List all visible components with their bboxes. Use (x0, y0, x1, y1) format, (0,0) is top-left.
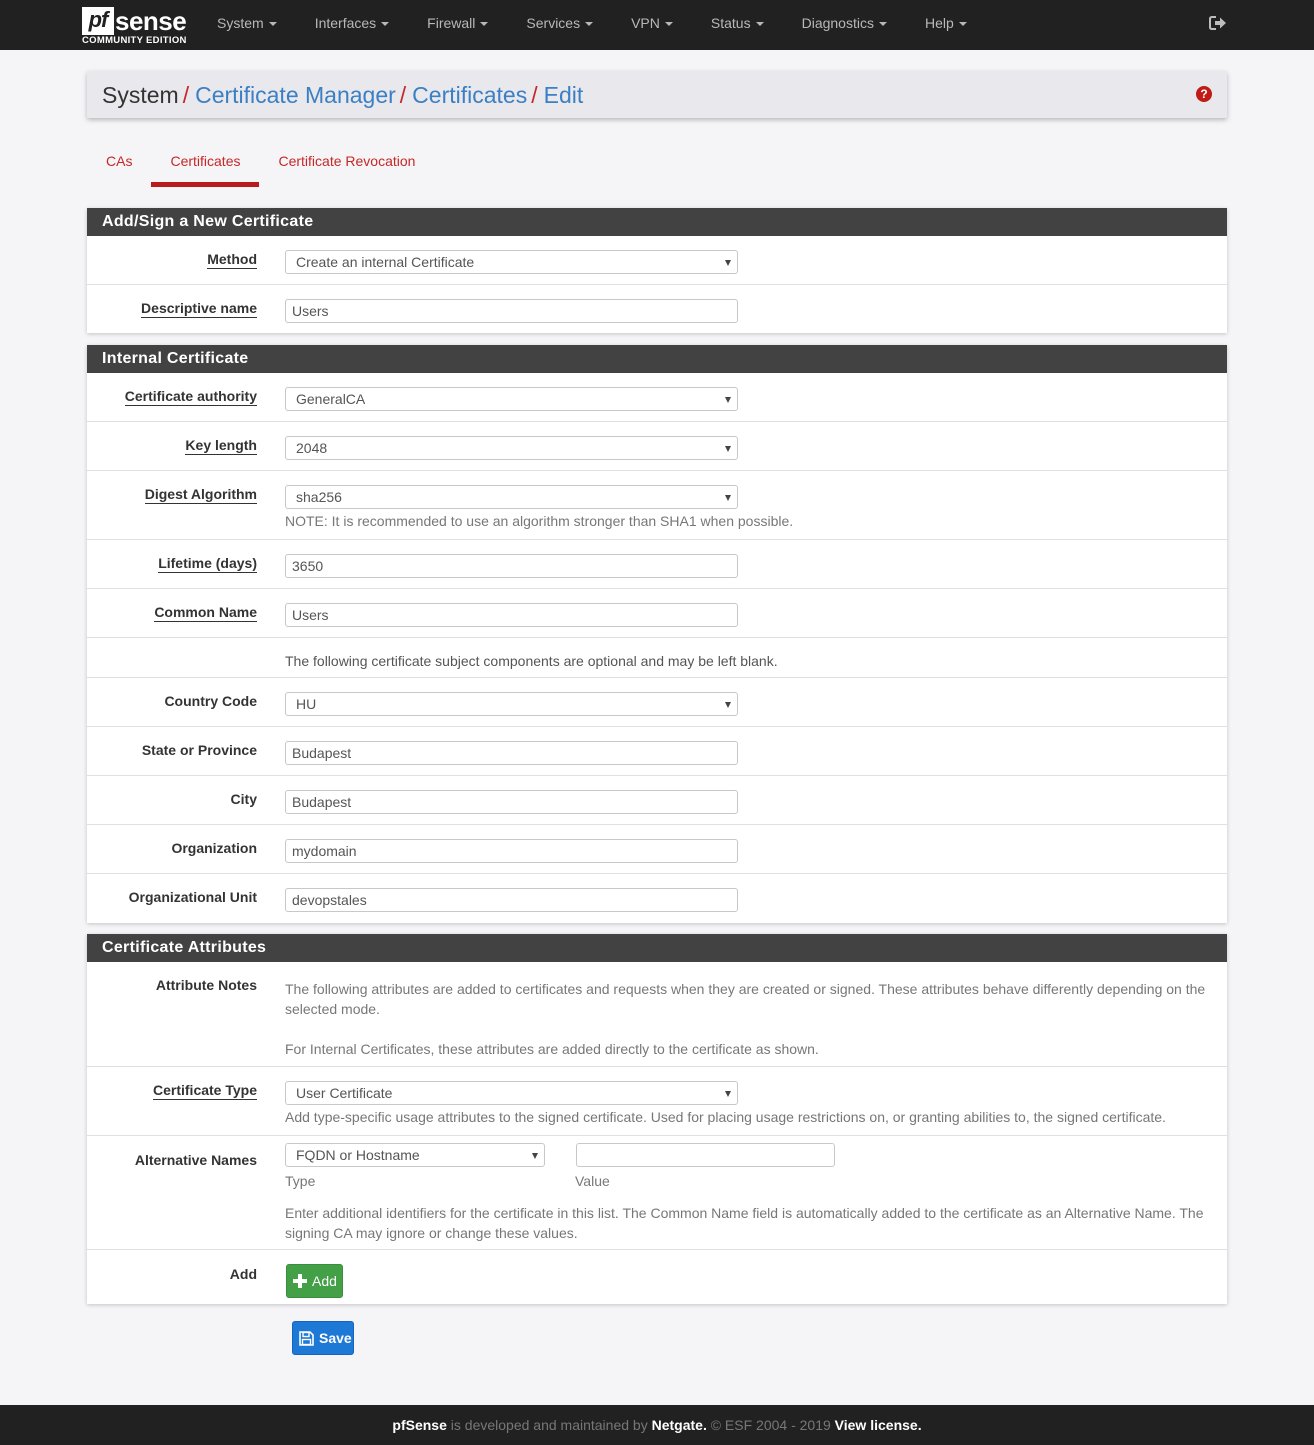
alt-name-type-select[interactable] (285, 1143, 545, 1167)
caret-down-icon (269, 22, 277, 26)
main-menu (205, 0, 979, 50)
view-license-link[interactable]: View license. (834, 1417, 922, 1433)
footer (0, 1405, 1314, 1445)
menu-label: Help (924, 15, 954, 31)
ca-label: Certificate authority (124, 388, 257, 404)
ca-row (87, 373, 1227, 422)
top-navbar (0, 0, 1314, 50)
breadcrumb-system: System (102, 82, 179, 108)
certificate-type-help: Add type-specific usage attributes to the signed certificate. Used for placing usage restrictions on, or granting abilities to, the signed certificate. (285, 1109, 1166, 1125)
menu-label: Interfaces (314, 15, 377, 31)
country-label: Country Code (164, 693, 257, 709)
add-row (87, 1250, 1227, 1304)
section-heading: Internal Certificate (87, 345, 1227, 373)
menu-label: VPN (631, 15, 660, 31)
tab-cas[interactable]: CAs (106, 153, 133, 169)
menu-firewall[interactable] (401, 0, 500, 50)
common-name-row (87, 589, 1227, 638)
dropdown-arrow-icon (725, 260, 731, 266)
breadcrumb-certificate-manager[interactable]: Certificate Manager (195, 82, 396, 108)
caret-down-icon (381, 22, 389, 26)
common-name-input[interactable]: Users (285, 603, 738, 627)
logo-mark: pf (82, 7, 114, 35)
caret-down-icon (480, 22, 488, 26)
common-name-label: Common Name (154, 604, 257, 620)
select-value: GeneralCA (296, 391, 366, 407)
method-select[interactable] (285, 250, 738, 274)
city-row (87, 776, 1227, 825)
menu-status[interactable] (685, 0, 776, 50)
button-label: Add (312, 1273, 337, 1289)
key-length-row (87, 422, 1227, 471)
plus-icon (293, 1274, 307, 1288)
select-value: 2048 (296, 440, 328, 456)
menu-system[interactable] (205, 0, 289, 50)
breadcrumb-separator: / (182, 82, 190, 108)
add-label: Add (229, 1266, 257, 1282)
dropdown-arrow-icon (725, 1091, 731, 1097)
select-value: Create an internal Certificate (296, 254, 475, 270)
caret-down-icon (879, 22, 887, 26)
alternative-names-row (87, 1136, 1227, 1250)
attribute-notes-paragraph: For Internal Certificates, these attributes are added directly to the certificate as shown. (285, 1041, 819, 1057)
alt-name-value-input[interactable] (576, 1143, 835, 1167)
digest-row (87, 471, 1227, 540)
ca-select[interactable] (285, 387, 738, 411)
menu-label: Status (710, 15, 751, 31)
menu-interfaces[interactable] (289, 0, 401, 50)
select-value: sha256 (296, 489, 342, 505)
tab-certificate-revocation[interactable]: Certificate Revocation (278, 153, 416, 169)
logo-edition: COMMUNITY EDITION (82, 35, 187, 46)
caret-down-icon (756, 22, 764, 26)
internal-certificate-panel (87, 345, 1227, 923)
digest-label: Digest Algorithm (144, 486, 257, 502)
dropdown-arrow-icon (725, 446, 731, 452)
organization-label: Organization (171, 840, 257, 856)
footer-netgate-link[interactable]: Netgate. (651, 1417, 707, 1433)
organization-row (87, 825, 1227, 874)
lifetime-input[interactable]: 3650 (285, 554, 738, 578)
descriptive-name-row (87, 285, 1227, 333)
caret-down-icon (959, 22, 967, 26)
optional-note: The following certificate subject components are optional and may be left blank. (285, 653, 778, 669)
descriptive-name-label: Descriptive name (141, 300, 257, 316)
footer-brand: pfSense (392, 1417, 447, 1433)
pfsense-logo[interactable] (82, 5, 192, 47)
menu-services[interactable] (500, 0, 605, 50)
caret-down-icon (585, 22, 593, 26)
logout-icon[interactable] (1209, 15, 1227, 31)
key-length-label: Key length (185, 437, 257, 453)
footer-text: is developed and maintained by (446, 1417, 652, 1433)
section-heading: Certificate Attributes (87, 934, 1227, 962)
method-label: Method (207, 251, 257, 267)
attribute-notes-paragraph: The following attributes are added to certificates and requests when they are created or signed. These attributes behave differently depending on the selected mode. (285, 981, 1206, 1017)
breadcrumb-separator: / (531, 82, 538, 108)
menu-diagnostics[interactable] (776, 0, 899, 50)
certificate-type-select[interactable] (285, 1081, 738, 1105)
floppy-disk-icon (299, 1331, 314, 1346)
footer-copyright: © ESF 2004 - 2019 (706, 1417, 835, 1433)
breadcrumb-edit[interactable]: Edit (543, 82, 584, 108)
organization-input[interactable]: mydomain (285, 839, 738, 863)
breadcrumb-certificates[interactable]: Certificates (412, 82, 528, 108)
select-value: User Certificate (296, 1085, 393, 1101)
caret-down-icon (665, 22, 673, 26)
select-value: FQDN or Hostname (296, 1147, 420, 1163)
digest-select[interactable] (285, 485, 738, 509)
menu-label: Diagnostics (801, 15, 874, 31)
attribute-notes-row (87, 962, 1227, 1067)
button-label: Save (319, 1330, 352, 1346)
save-button[interactable] (292, 1321, 354, 1355)
add-sign-panel (87, 208, 1227, 333)
type-caption: Type (285, 1173, 316, 1189)
tab-bar (87, 140, 434, 187)
optional-note-row (87, 638, 1227, 678)
add-button[interactable] (286, 1264, 343, 1298)
city-label: City (230, 791, 257, 807)
dropdown-arrow-icon (725, 702, 731, 708)
attribute-notes-text (285, 979, 1215, 1059)
menu-vpn[interactable] (605, 0, 685, 50)
alternative-names-help: Enter additional identifiers for the certificate in this list. The Common Name field is automatically added to the certificate as an Alternative Name. The signing CA may ignore or change these values. (285, 1205, 1204, 1241)
alternative-names-label: Alternative Names (134, 1152, 257, 1168)
breadcrumb-panel (87, 71, 1227, 118)
tab-certificates[interactable]: Certificates (151, 140, 259, 187)
country-row (87, 678, 1227, 727)
certificate-type-row (87, 1067, 1227, 1136)
breadcrumb-separator: / (399, 82, 407, 108)
lifetime-label: Lifetime (days) (158, 555, 257, 571)
logo-word: sense (115, 6, 187, 36)
value-caption: Value (575, 1173, 610, 1189)
org-unit-input[interactable]: devopstales (285, 888, 738, 912)
lifetime-row (87, 540, 1227, 589)
menu-label: Services (526, 15, 581, 31)
question-circle-icon[interactable]: ? (1196, 86, 1212, 102)
section-heading: Add/Sign a New Certificate (87, 208, 1227, 236)
menu-label: Firewall (427, 15, 476, 31)
state-label: State or Province (141, 742, 257, 758)
menu-help[interactable] (899, 0, 979, 50)
org-unit-row (87, 874, 1227, 923)
state-row (87, 727, 1227, 776)
select-value: HU (296, 696, 317, 712)
menu-label: System (217, 15, 264, 31)
state-input[interactable]: Budapest (285, 741, 738, 765)
dropdown-arrow-icon (532, 1153, 538, 1159)
org-unit-label: Organizational Unit (128, 889, 257, 905)
descriptive-name-input[interactable]: Users (285, 299, 738, 323)
key-length-select[interactable] (285, 436, 738, 460)
certificate-type-label: Certificate Type (153, 1082, 257, 1098)
digest-help: NOTE: It is recommended to use an algorithm stronger than SHA1 when possible. (285, 513, 794, 529)
dropdown-arrow-icon (725, 495, 731, 501)
city-input[interactable]: Budapest (285, 790, 738, 814)
method-row (87, 236, 1227, 285)
country-select[interactable] (285, 692, 738, 716)
dropdown-arrow-icon (725, 397, 731, 403)
breadcrumb (102, 81, 583, 109)
attribute-notes-label: Attribute Notes (155, 977, 257, 993)
certificate-attributes-panel (87, 934, 1227, 1304)
